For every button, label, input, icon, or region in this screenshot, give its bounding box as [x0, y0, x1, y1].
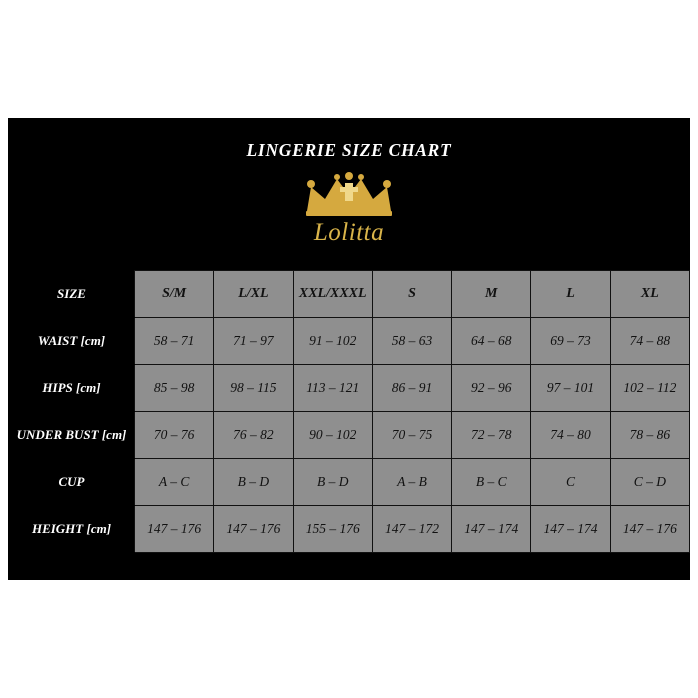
brand-name: Lolitta: [313, 219, 385, 246]
cell-waist-1: 71 – 97: [214, 318, 293, 365]
column-header-3: S: [372, 271, 451, 318]
cell-height-4: 147 – 174: [452, 506, 531, 553]
table-row: [9, 506, 690, 553]
cell-hips-2: 113 – 121: [293, 365, 372, 412]
cell-waist-5: 69 – 73: [531, 318, 610, 365]
cell-hips-3: 86 – 91: [372, 365, 451, 412]
cell-cup-6: C – D: [610, 459, 689, 506]
table-row: [9, 318, 690, 365]
cell-hips-6: 102 – 112: [610, 365, 689, 412]
table-row: [9, 412, 690, 459]
chart-header: [8, 118, 690, 270]
table-header-row: [9, 271, 690, 318]
cell-under-bust-4: 72 – 78: [452, 412, 531, 459]
cell-hips-1: 98 – 115: [214, 365, 293, 412]
row-label-waist: WAIST [cm]: [9, 318, 135, 365]
page-title: LINGERIE SIZE CHART: [246, 140, 452, 160]
cell-height-6: 147 – 176: [610, 506, 689, 553]
cell-waist-6: 74 – 88: [610, 318, 689, 365]
cell-under-bust-0: 70 – 76: [135, 412, 214, 459]
cell-waist-4: 64 – 68: [452, 318, 531, 365]
column-header-4: M: [452, 271, 531, 318]
column-header-0: S/M: [135, 271, 214, 318]
cell-waist-0: 58 – 71: [135, 318, 214, 365]
cell-height-0: 147 – 176: [135, 506, 214, 553]
crown-icon: [301, 171, 397, 217]
cell-hips-5: 97 – 101: [531, 365, 610, 412]
table-row: [9, 459, 690, 506]
size-chart-panel: [8, 118, 690, 580]
cell-under-bust-6: 78 – 86: [610, 412, 689, 459]
cell-waist-2: 91 – 102: [293, 318, 372, 365]
cell-height-5: 147 – 174: [531, 506, 610, 553]
cell-cup-1: B – D: [214, 459, 293, 506]
cell-height-1: 147 – 176: [214, 506, 293, 553]
row-label-under-bust: UNDER BUST [cm]: [9, 412, 135, 459]
cell-cup-4: B – C: [452, 459, 531, 506]
cell-cup-3: A – B: [372, 459, 451, 506]
column-header-6: XL: [610, 271, 689, 318]
column-header-1: L/XL: [214, 271, 293, 318]
cell-cup-2: B – D: [293, 459, 372, 506]
cell-cup-0: A – C: [135, 459, 214, 506]
cell-height-3: 147 – 172: [372, 506, 451, 553]
cell-hips-4: 92 – 96: [452, 365, 531, 412]
cell-height-2: 155 – 176: [293, 506, 372, 553]
column-header-2: XXL/XXXL: [293, 271, 372, 318]
cell-under-bust-3: 70 – 75: [372, 412, 451, 459]
size-column-header: SIZE: [9, 271, 135, 318]
cell-cup-5: C: [531, 459, 610, 506]
table-row: [9, 365, 690, 412]
size-table: [8, 270, 690, 553]
row-label-cup: CUP: [9, 459, 135, 506]
row-label-height: HEIGHT [cm]: [9, 506, 135, 553]
cell-waist-3: 58 – 63: [372, 318, 451, 365]
column-header-5: L: [531, 271, 610, 318]
cell-under-bust-2: 90 – 102: [293, 412, 372, 459]
row-label-hips: HIPS [cm]: [9, 365, 135, 412]
cell-under-bust-1: 76 – 82: [214, 412, 293, 459]
cell-hips-0: 85 – 98: [135, 365, 214, 412]
cell-under-bust-5: 74 – 80: [531, 412, 610, 459]
